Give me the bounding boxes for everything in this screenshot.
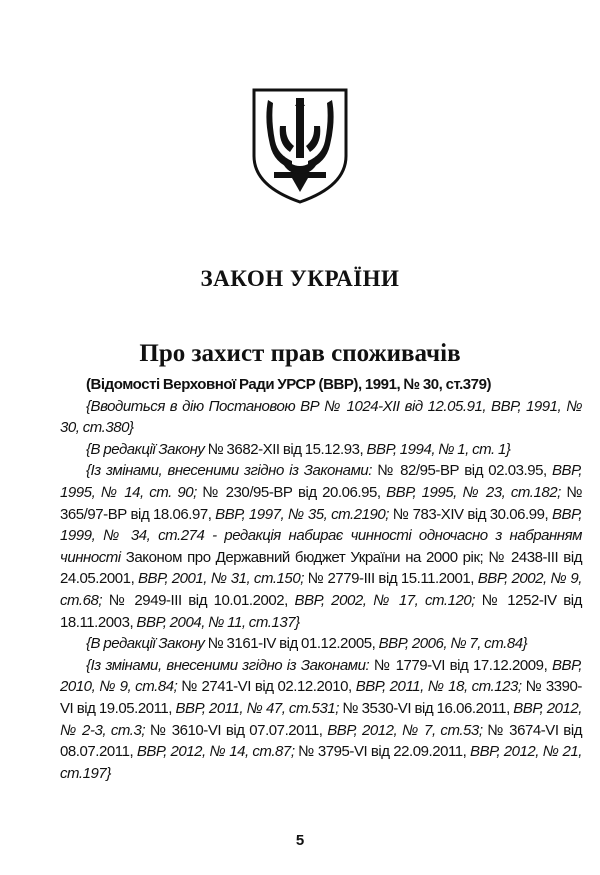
text-segment: ВВР, 2012, № 21, ст.197} — [60, 743, 582, 782]
text-segment: ВВР, 2006, № 7, ст.84} — [378, 635, 528, 653]
amendment-note — [60, 439, 582, 461]
text-segment: № 2779-III від 15.11.2001, — [307, 570, 478, 588]
text-segment: ВВР, 1995, № 14, ст. 90; — [60, 462, 582, 501]
text-segment: № 230/95-ВР від 20.06.95, — [202, 483, 387, 501]
law-heading: ЗАКОН УКРАЇНИ — [200, 266, 400, 291]
text-segment: ВВР, 2011, № 18, ст.123; — [355, 678, 526, 696]
text-segment: № 1779-VI від 17.12.2009, — [373, 656, 552, 674]
text-segment: {Із змінами, внесеними згідно із Законами: — [86, 656, 374, 674]
amendment-note — [60, 633, 582, 655]
text-segment: (Відомості Верховної Ради УРСР (ВВР), 1991, № 30, ст.379) — [86, 376, 492, 393]
text-segment: ВВР, 1994, № 1, ст. 1} — [366, 440, 511, 458]
text-segment: {В редакції Закону — [86, 440, 208, 458]
law-preamble — [60, 374, 582, 784]
coat-of-arms-trident-icon — [250, 86, 350, 206]
amendment-note — [60, 396, 582, 439]
text-segment: ВВР, 2001, № 31, ст.150; — [138, 570, 308, 588]
text-segment: № 3795-VI від 22.09.2011, — [298, 743, 471, 761]
text-segment: № 3390-VI від 19.05.2011, — [60, 678, 582, 717]
text-segment: {Вводиться в дію Постановою ВР № 1024-XII від 12.05.91, ВВР, 1991, № 30, ст.380} — [60, 397, 582, 437]
text-segment: № 3610-VI від 07.07.2011, — [149, 721, 328, 739]
text-segment: № 365/97-ВР від 18.06.97, — [60, 483, 582, 523]
text-segment: ВВР, 2004, № 11, ст.137} — [136, 613, 300, 631]
amendment-note — [60, 655, 582, 785]
text-segment: ВВР, 2011, № 47, ст.531; — [175, 699, 343, 717]
text-segment: ВВР, 1999, № 34, ст.274 - редакція набирає чинності одночасно з набранням чинності — [60, 505, 582, 566]
text-segment: № 2949-III від 10.01.2002, — [108, 591, 295, 609]
source-citation — [60, 374, 582, 396]
text-segment: № 1252-IV від 18.11.2003, — [60, 591, 582, 631]
text-segment: ВВР, 1995, № 23, ст.182; — [386, 483, 567, 501]
text-segment: Законом про Державний бюджет України на 2000 рік; № 2438-III від 24.05.2001, — [60, 548, 583, 588]
amendment-note — [60, 460, 582, 633]
text-segment: № 2741-VI від 02.12.2010, — [181, 678, 356, 696]
text-segment: № 82/95-ВР від 02.03.95, — [377, 462, 552, 480]
text-segment: {В редакції Закону — [86, 635, 208, 653]
text-segment: ВВР, 1997, № 35, ст.2190; — [215, 505, 393, 523]
text-segment: № 783-XIV від 30.06.99, — [392, 505, 552, 523]
text-segment: {Із змінами, внесеними згідно із Законами: — [86, 462, 378, 480]
text-segment: ВВР, 2012, № 7, ст.53; — [327, 721, 488, 739]
text-segment: ВВР, 2012, № 14, ст.87; — [136, 743, 299, 761]
text-segment: ВВР, 2002, № 9, ст.68; — [60, 570, 583, 609]
text-segment: ВВР, 2002, № 17, ст.120; — [294, 591, 482, 609]
law-title: Про захист прав споживачів — [139, 340, 461, 367]
text-segment: ВВР, 2010, № 9, ст.84; — [60, 656, 582, 696]
page-number: 5 — [295, 832, 305, 849]
text-segment: № 3682-XII від 15.12.93, — [207, 440, 367, 458]
text-segment: № 3530-VI від 16.06.2011, — [342, 699, 514, 717]
text-segment: ВВР, 2012, № 2-3, ст.3; — [60, 699, 582, 739]
text-segment: № 3674-VI від 08.07.2011, — [60, 721, 583, 761]
text-segment: № 3161-IV від 01.12.2005, — [207, 635, 379, 653]
